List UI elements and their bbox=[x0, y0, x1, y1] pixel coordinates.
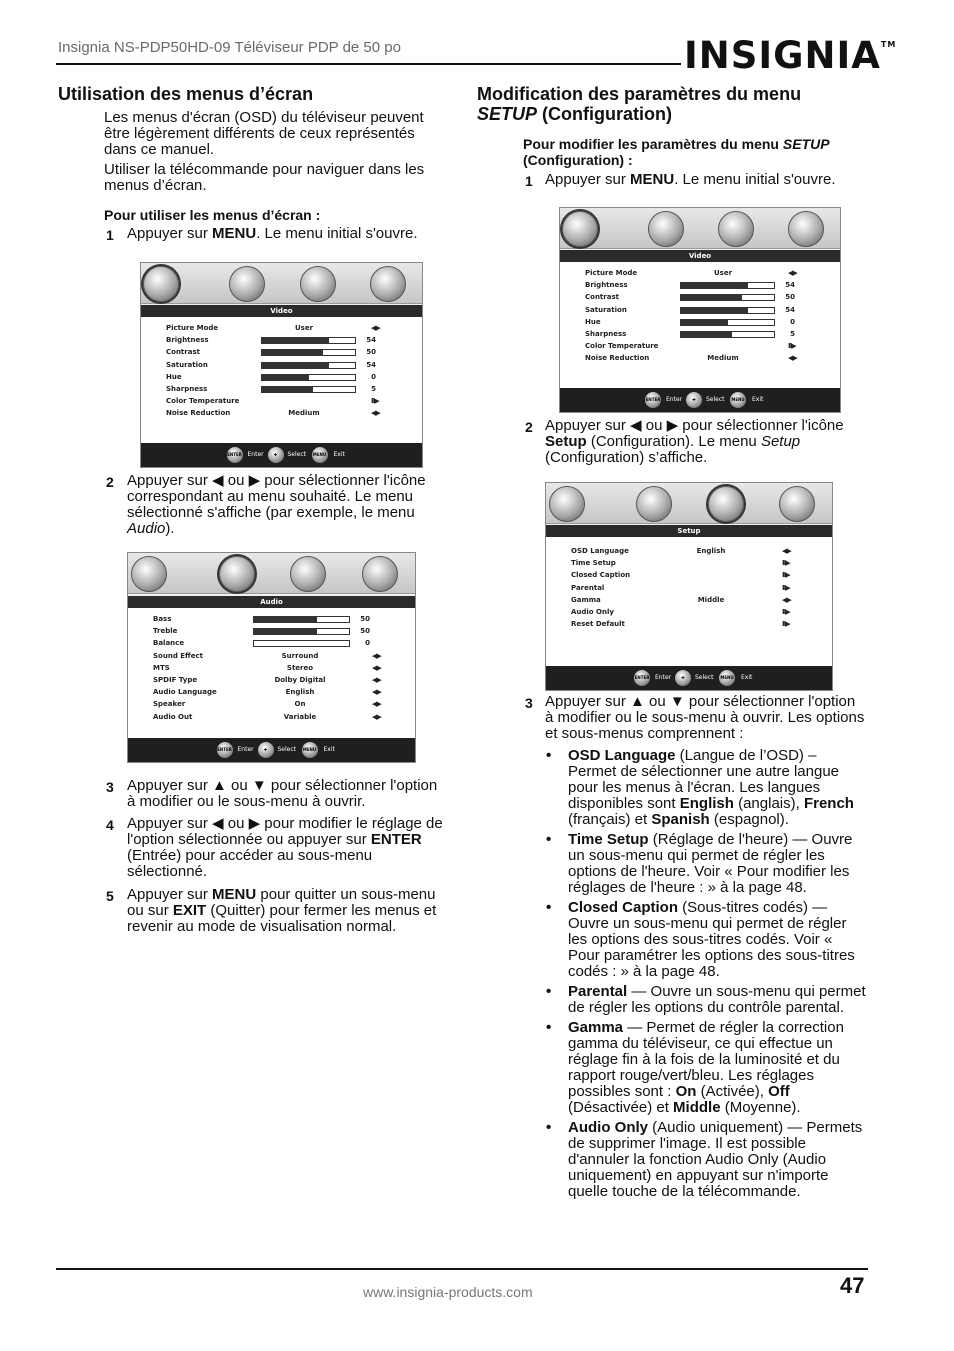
osd-arrow-icon: II▶ bbox=[782, 571, 790, 580]
osd-row-label: Closed Caption bbox=[571, 571, 631, 580]
osd-slider-fill bbox=[262, 375, 309, 380]
footer-url: www.insignia-products.com bbox=[363, 1284, 533, 1300]
osd-footer-exit-label: Exit bbox=[741, 674, 753, 681]
dpad-icon: ✚ bbox=[675, 670, 691, 686]
osd-row-label: Saturation bbox=[166, 360, 208, 369]
osd-row-label: Noise Reduction bbox=[166, 409, 231, 418]
osd-slider-fill bbox=[681, 320, 728, 325]
osd-row bbox=[560, 340, 840, 352]
dpad-icon: ✚ bbox=[268, 447, 284, 463]
osd-arrow-icon: ◀▶ bbox=[372, 651, 381, 660]
channel-icon bbox=[788, 211, 824, 247]
osd-row bbox=[546, 557, 832, 569]
osd-row-number: 5 bbox=[371, 385, 376, 393]
osd-slider bbox=[253, 616, 350, 623]
osd-slider bbox=[253, 628, 350, 635]
osd-row-label: Hue bbox=[166, 372, 182, 381]
osd-row-label: Picture Mode bbox=[585, 269, 638, 277]
osd-slider-fill bbox=[681, 308, 748, 313]
osd-arrow-icon: II▶ bbox=[782, 583, 790, 592]
osd-row-number: 5 bbox=[790, 330, 795, 338]
osd-slider-fill bbox=[262, 350, 323, 355]
osd-row bbox=[546, 545, 832, 557]
osd-menu-title: Video bbox=[141, 305, 422, 317]
osd-footer-enter-label: Enter bbox=[666, 396, 683, 403]
osd-audio-menu-screenshot bbox=[127, 552, 416, 763]
osd-slider-fill bbox=[681, 295, 742, 300]
osd-row-value: English bbox=[285, 688, 315, 697]
setup-icon bbox=[718, 211, 754, 247]
osd-menu-body bbox=[141, 317, 422, 443]
osd-slider-fill bbox=[262, 387, 313, 392]
osd-row-label: Brightness bbox=[585, 281, 628, 290]
osd-arrow-icon: ◀▶ bbox=[371, 409, 380, 418]
osd-row-value: User bbox=[713, 269, 733, 277]
audio-icon bbox=[636, 486, 672, 522]
osd-row-value: Stereo bbox=[286, 663, 314, 672]
osd-slider bbox=[261, 362, 356, 369]
setup-icon bbox=[300, 266, 336, 302]
osd-row-label: Treble bbox=[153, 627, 178, 636]
osd-slider bbox=[680, 282, 775, 289]
channel-icon bbox=[779, 486, 815, 522]
osd-row bbox=[141, 383, 422, 395]
osd-row-number: 50 bbox=[785, 293, 795, 302]
osd-footer-enter-label: Enter bbox=[247, 451, 264, 458]
osd-footer-select-label: Select bbox=[695, 674, 714, 681]
osd-slider-fill bbox=[254, 617, 317, 622]
osd-slider bbox=[261, 374, 356, 381]
osd-row-label: Brightness bbox=[166, 336, 209, 345]
osd-row-number: 50 bbox=[360, 615, 370, 623]
osd-row-label: Audio Language bbox=[153, 688, 217, 697]
page-number: 47 bbox=[840, 1273, 865, 1298]
osd-slider-fill bbox=[681, 332, 732, 337]
right-step-3: Appuyer sur ▲ ou ▼ pour sélectionner l'option à modifier ou le sous-menu à ouvrir. Les options et sous-menus comprennent : bbox=[545, 693, 865, 742]
step-number: 2 bbox=[525, 419, 533, 435]
osd-row-label: Speaker bbox=[153, 700, 186, 709]
step-number: 4 bbox=[106, 817, 114, 833]
menu-button-icon: MENU bbox=[312, 447, 328, 463]
osd-row-number: 50 bbox=[366, 348, 376, 357]
enter-button-icon: ENTER bbox=[645, 392, 661, 408]
list-item: • Gamma — Permet de régler la correction gamma du téléviseur, ce qui effectue un réglage fin à la fois de la luminosité et du rapport rouge/vert/bleu. Les réglages possibles sont : On (Activée), Off (Désactivée) et Middle (Moyenne). bbox=[546, 1020, 868, 1116]
osd-row bbox=[141, 322, 422, 334]
osd-row bbox=[141, 407, 422, 419]
channel-icon bbox=[370, 266, 406, 302]
osd-row bbox=[546, 594, 832, 606]
osd-row-label: SPDIF Type bbox=[153, 676, 198, 684]
osd-arrow-icon: ◀▶ bbox=[372, 700, 381, 709]
osd-row-value: English bbox=[696, 547, 726, 555]
osd-row-number: 50 bbox=[360, 627, 370, 636]
list-item: • Closed Caption (Sous-titres codés) — Ouvre un sous-menu qui permet de régler les options des sous-titres codés. Voir « Pour paramétrer les options des sous-titres codés : » à la page 48. bbox=[546, 900, 868, 980]
osd-row-label: Color Temperature bbox=[585, 342, 659, 351]
osd-footer-exit-label: Exit bbox=[323, 746, 335, 753]
osd-footer bbox=[546, 666, 832, 690]
osd-row-value: Variable bbox=[283, 712, 317, 721]
osd-arrow-icon: ◀▶ bbox=[372, 712, 381, 721]
osd-row bbox=[141, 346, 422, 358]
osd-row-label: Parental bbox=[571, 583, 605, 592]
intro-paragraph-1: Les menus d'écran (OSD) du téléviseur peuvent être légèrement différents de ceux représentés dans ce manuel. bbox=[104, 109, 424, 158]
osd-slider bbox=[253, 640, 350, 647]
picture-icon bbox=[131, 556, 167, 592]
osd-arrow-icon: ◀▶ bbox=[372, 688, 381, 697]
osd-row bbox=[546, 618, 832, 630]
osd-row-number: 54 bbox=[366, 360, 376, 369]
setup-icon bbox=[290, 556, 326, 592]
osd-row-label: Audio Only bbox=[571, 608, 614, 616]
right-step-1: Appuyer sur MENU. Le menu initial s'ouvre. bbox=[545, 171, 836, 188]
osd-arrow-icon: ◀▶ bbox=[782, 595, 791, 604]
osd-row bbox=[128, 613, 415, 625]
osd-row bbox=[141, 371, 422, 383]
dpad-icon: ✚ bbox=[686, 392, 702, 408]
osd-footer bbox=[560, 388, 840, 412]
osd-row-label: Gamma bbox=[571, 595, 601, 604]
osd-row-label: Noise Reduction bbox=[585, 354, 650, 363]
osd-arrow-icon: II▶ bbox=[782, 620, 790, 629]
osd-row bbox=[141, 334, 422, 346]
section-heading-left: Utilisation des menus d’écran bbox=[58, 84, 314, 104]
osd-setup-menu-screenshot bbox=[545, 482, 833, 691]
osd-row bbox=[560, 267, 840, 279]
setup-icon bbox=[708, 486, 744, 522]
osd-row-number: 54 bbox=[785, 281, 795, 290]
osd-row-value: Medium bbox=[707, 354, 739, 363]
osd-row bbox=[560, 291, 840, 303]
osd-arrow-icon: ◀▶ bbox=[372, 663, 381, 672]
running-header: Insignia NS-PDP50HD-09 Téléviseur PDP de 50 po bbox=[58, 39, 401, 56]
osd-slider bbox=[680, 331, 775, 338]
osd-row-label: Color Temperature bbox=[166, 397, 240, 406]
setup-options-list bbox=[546, 748, 868, 1204]
list-item: • OSD Language (Langue de l’OSD) – Permet de sélectionner une autre langue pour les menus à l'écran. Les langues disponibles sont English (anglais), French (français) et Spanish (espagnol). bbox=[546, 748, 868, 828]
osd-row bbox=[128, 662, 415, 674]
osd-footer-select-label: Select bbox=[706, 396, 725, 403]
osd-row-number: 54 bbox=[785, 305, 795, 314]
step-number: 3 bbox=[525, 695, 533, 711]
osd-arrow-icon: II▶ bbox=[782, 608, 790, 616]
osd-footer-select-label: Select bbox=[287, 451, 307, 458]
left-step-2: Appuyer sur ◀ ou ▶ pour sélectionner l'icône correspondant au menu souhaité. Le menu sélectionné s'affiche (par exemple, le menu Audio). bbox=[127, 472, 426, 537]
menu-button-icon: MENU bbox=[730, 392, 746, 408]
section-heading-right: Modification des paramètres du menu SETUP (Configuration) bbox=[477, 84, 802, 124]
osd-row bbox=[141, 395, 422, 407]
osd-arrow-icon: ◀▶ bbox=[782, 547, 791, 555]
dpad-icon: ✚ bbox=[258, 742, 274, 758]
osd-row bbox=[560, 304, 840, 316]
osd-menu-title: Setup bbox=[546, 525, 832, 537]
osd-row bbox=[546, 569, 832, 581]
osd-row bbox=[546, 606, 832, 618]
osd-row-label: Sound Effect bbox=[153, 651, 203, 660]
header-rule bbox=[56, 63, 681, 65]
osd-menu-body bbox=[560, 262, 840, 388]
osd-row-number: 0 bbox=[790, 317, 795, 326]
osd-row-label: Balance bbox=[153, 639, 185, 648]
osd-slider-fill bbox=[254, 629, 317, 634]
osd-row-label: Saturation bbox=[585, 305, 627, 314]
osd-icon-bar bbox=[141, 263, 422, 304]
left-step-3: Appuyer sur ▲ ou ▼ pour sélectionner l'option à modifier ou le sous-menu à ouvrir. bbox=[127, 777, 438, 810]
right-step-2: Appuyer sur ◀ ou ▶ pour sélectionner l'icône Setup (Configuration). Le menu Setup (Configuration) s’affiche. bbox=[545, 417, 844, 466]
osd-icon-bar bbox=[128, 553, 415, 594]
osd-row-label: MTS bbox=[153, 663, 170, 672]
osd-row-label: Reset Default bbox=[571, 620, 625, 629]
osd-row bbox=[560, 352, 840, 364]
osd-row-label: Contrast bbox=[585, 293, 619, 302]
osd-row-number: 0 bbox=[365, 639, 370, 648]
osd-arrow-icon: ◀▶ bbox=[788, 269, 797, 277]
left-step-4: Appuyer sur ◀ ou ▶ pour modifier le réglage de l'option sélectionnée ou appuyer sur ENTER (Entrée) pour accéder au sous-menu sélectionné. bbox=[127, 815, 443, 880]
menu-button-icon: MENU bbox=[302, 742, 318, 758]
left-step-5: Appuyer sur MENU pour quitter un sous-menu ou sur EXIT (Quitter) pour fermer les menus et revenir au mode de visualisation normal. bbox=[127, 886, 437, 935]
osd-slider bbox=[261, 349, 356, 356]
osd-footer-exit-label: Exit bbox=[752, 396, 764, 403]
osd-arrow-icon: II▶ bbox=[782, 559, 790, 568]
osd-footer bbox=[128, 738, 415, 762]
step-number: 1 bbox=[106, 227, 114, 243]
list-item: • Time Setup (Réglage de l'heure) — Ouvre un sous-menu qui permet de régler les options de l'heure. Voir « Pour modifier les réglages de l'heure : » à la page 48. bbox=[546, 832, 868, 896]
picture-icon bbox=[549, 486, 585, 522]
osd-slider-fill bbox=[681, 283, 748, 288]
osd-row bbox=[128, 650, 415, 662]
osd-icon-bar bbox=[546, 483, 832, 524]
osd-arrow-icon: II▶ bbox=[788, 342, 796, 351]
osd-footer-exit-label: Exit bbox=[333, 451, 345, 458]
intro-paragraph-2: Utiliser la télécommande pour naviguer dans les menus d’écran. bbox=[104, 161, 425, 194]
osd-footer-enter-label: Enter bbox=[655, 674, 672, 681]
left-step-1: Appuyer sur MENU. Le menu initial s'ouvre. bbox=[127, 225, 418, 242]
list-item: • Audio Only (Audio uniquement) — Permets de supprimer l'image. Il est possible d'annuler la fonction Audio Only (Audio uniquement) en appuyant sur n'importe quelle touche de la télécommande. bbox=[546, 1120, 868, 1200]
osd-row-label: Contrast bbox=[166, 348, 200, 357]
osd-row-label: Bass bbox=[153, 615, 172, 623]
step-number: 2 bbox=[106, 474, 114, 490]
osd-slider-fill bbox=[262, 338, 329, 343]
osd-row bbox=[560, 316, 840, 328]
osd-row-label: Picture Mode bbox=[166, 324, 219, 332]
osd-menu-body bbox=[128, 608, 415, 738]
step-number: 5 bbox=[106, 888, 114, 904]
osd-row-label: Hue bbox=[585, 317, 601, 326]
step-number: 3 bbox=[106, 779, 114, 795]
osd-arrow-icon: II▶ bbox=[371, 397, 379, 406]
enter-button-icon: ENTER bbox=[217, 742, 233, 758]
osd-slider bbox=[680, 294, 775, 301]
osd-row-value: Medium bbox=[288, 409, 320, 418]
osd-row bbox=[560, 279, 840, 291]
step-number: 1 bbox=[525, 173, 533, 189]
osd-menu-title: Video bbox=[560, 250, 840, 262]
osd-slider bbox=[261, 386, 356, 393]
osd-row-label: Time Setup bbox=[571, 559, 616, 568]
osd-arrow-icon: ◀▶ bbox=[372, 676, 381, 684]
osd-row-number: 0 bbox=[371, 372, 376, 381]
osd-row bbox=[128, 625, 415, 637]
osd-footer-select-label: Select bbox=[277, 746, 297, 753]
list-item: • Parental — Ouvre un sous-menu qui permet de régler les options du contrôle parental. bbox=[546, 984, 868, 1016]
osd-slider bbox=[261, 337, 356, 344]
osd-row-label: Audio Out bbox=[153, 712, 193, 721]
osd-row bbox=[128, 686, 415, 698]
osd-row-label: OSD Language bbox=[571, 547, 629, 555]
osd-slider bbox=[680, 307, 775, 314]
footer-rule bbox=[56, 1268, 868, 1270]
channel-icon bbox=[362, 556, 398, 592]
picture-icon bbox=[143, 266, 179, 302]
osd-row-value: Surround bbox=[281, 651, 319, 660]
osd-icon-bar bbox=[560, 208, 840, 249]
osd-row bbox=[141, 359, 422, 371]
enter-button-icon: ENTER bbox=[634, 670, 650, 686]
osd-row-number: 54 bbox=[366, 336, 376, 345]
osd-row bbox=[546, 582, 832, 594]
osd-row bbox=[128, 698, 415, 710]
brand-logo: INSIGNIA™ bbox=[684, 34, 897, 77]
procedure-heading-left: Pour utiliser les menus d’écran : bbox=[104, 207, 321, 223]
osd-menu-body bbox=[546, 537, 832, 666]
audio-icon bbox=[648, 211, 684, 247]
audio-icon bbox=[229, 266, 265, 302]
osd-arrow-icon: ◀▶ bbox=[371, 324, 380, 332]
osd-row-label: Sharpness bbox=[585, 330, 627, 338]
osd-menu-title: Audio bbox=[128, 596, 415, 608]
osd-row bbox=[560, 328, 840, 340]
picture-icon bbox=[562, 211, 598, 247]
osd-video-menu-screenshot bbox=[140, 262, 423, 468]
osd-footer-enter-label: Enter bbox=[237, 746, 254, 753]
audio-icon bbox=[219, 556, 255, 592]
osd-row-value: Middle bbox=[697, 595, 725, 604]
osd-row-label: Sharpness bbox=[166, 385, 208, 393]
osd-slider-fill bbox=[262, 363, 329, 368]
osd-row bbox=[128, 637, 415, 649]
osd-arrow-icon: ◀▶ bbox=[788, 354, 797, 363]
osd-row bbox=[128, 674, 415, 686]
osd-row-value: Dolby Digital bbox=[274, 676, 326, 684]
osd-row-value: On bbox=[294, 700, 306, 709]
menu-button-icon: MENU bbox=[719, 670, 735, 686]
procedure-heading-right: Pour modifier les paramètres du menu SETUP (Configuration) : bbox=[523, 136, 830, 168]
osd-video-menu-screenshot bbox=[559, 207, 841, 413]
enter-button-icon: ENTER bbox=[227, 447, 243, 463]
osd-row-value: User bbox=[294, 324, 314, 332]
osd-row bbox=[128, 711, 415, 723]
osd-footer bbox=[141, 443, 422, 467]
osd-slider bbox=[680, 319, 775, 326]
